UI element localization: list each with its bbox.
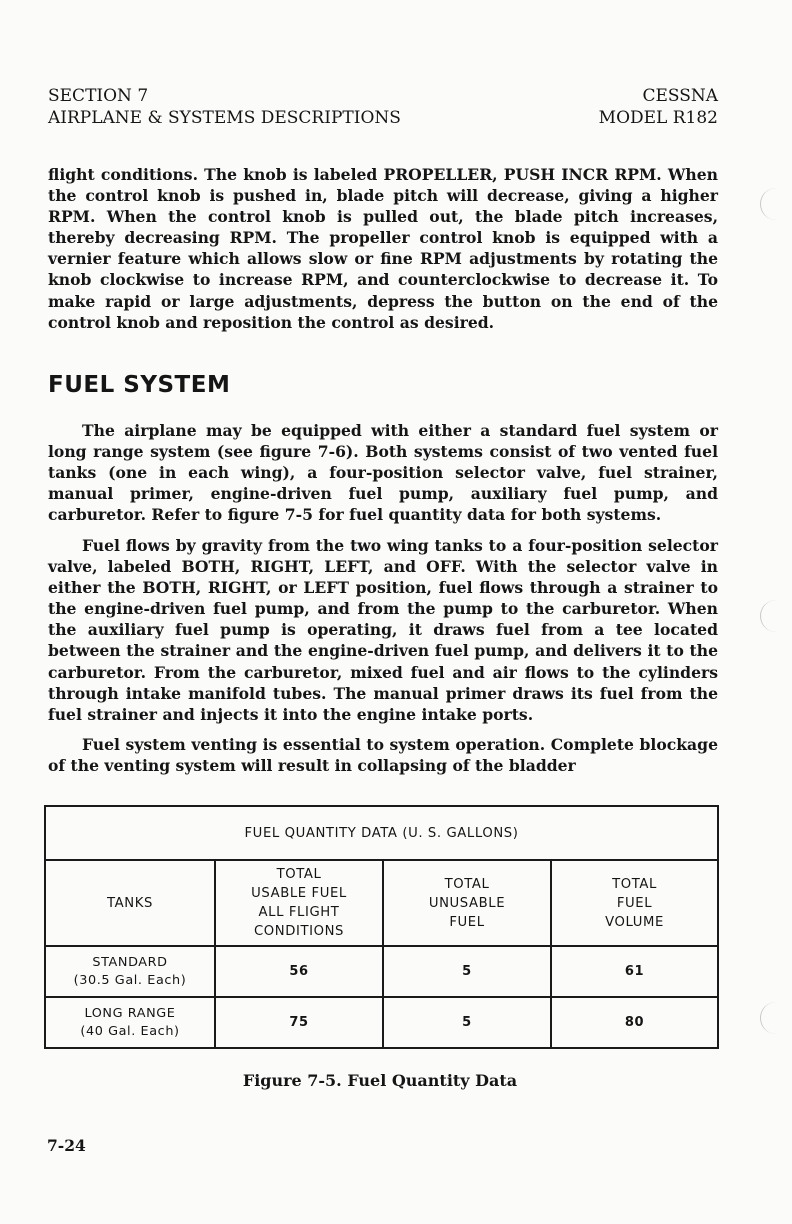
intro-paragraph: flight conditions. The knob is labeled PROPELLER, PUSH INCR RPM. When the control knob is pushed in, blade pitch will decrease, giving a higher RPM. When the control knob is pulled out, the blade pitch increases, thereby decreasing RPM. The propeller control knob is equipped with a vernier feature which allows slow or fine RPM adjustments by rotating the knob clockwise to increase RPM, and counterclockwise to decrease it. To make rapid or large adjustments, depress the button on the end of the control knob and reposition the control as desired. — [48, 165, 718, 332]
fuel-system-paragraph-2: Fuel flows by gravity from the two wing tanks to a four-position selector valve, labeled BOTH, RIGHT, LEFT, and OFF. With the selector valve in either the BOTH, RIGHT, or LEFT position, fuel flows through a strainer to the engine-driven fuel pump, and from the pump to the carburetor. When the auxiliary fuel pump is operating, it draws fuel from a tee located between the strainer and the engine-driven fuel pump, and delivers it to the carburetor. From the carburetor, mixed fuel and air flows to the cylinders through intake manifold tubes. The manual primer draws its fuel from the fuel strainer and injects it into the engine intake ports. — [48, 536, 718, 724]
table-title: FUEL QUANTITY DATA (U. S. GALLONS) — [45, 806, 718, 860]
fuel-system-paragraph-3: Fuel system venting is essential to system operation. Complete blockage of the venting system will result in collapsing of the bladder — [48, 735, 718, 776]
tank-name: LONG RANGE — [84, 1005, 176, 1021]
tank-detail: (40 Gal. Each) — [80, 1023, 180, 1039]
header-usable — [215, 860, 383, 946]
volume-value: 80 — [551, 997, 718, 1048]
header-volume-line: FUEL — [616, 895, 653, 911]
header-usable-line: CONDITIONS — [253, 924, 345, 939]
section-title: AIRPLANE & SYSTEMS DESCRIPTIONS — [48, 108, 401, 128]
fuel-system-heading: FUEL SYSTEM — [48, 372, 231, 398]
fuel-system-paragraph-1: The airplane may be equipped with either a standard fuel system or long range system (see figure 7-6). Both systems consist of two vented fuel tanks (one in each wing), a four-position selector valve, fuel strainer, manual primer, engine-driven fuel pump, auxiliary fuel pump, and carburetor. Refer to figure 7-5 for fuel quantity data for both systems. — [48, 421, 718, 525]
figure-caption: Figure 7-5. Fuel Quantity Data — [242, 1071, 518, 1090]
table-row — [45, 997, 718, 1048]
header-usable-line: TOTAL — [276, 867, 322, 882]
unusable-value: 5 — [383, 946, 551, 997]
binding-mark — [760, 600, 791, 632]
brand-label: CESSNA — [642, 86, 718, 106]
tank-cell — [45, 946, 215, 997]
section-label: SECTION 7 — [48, 86, 149, 106]
volume-value: 61 — [551, 946, 718, 997]
header-section — [48, 85, 401, 129]
usable-value: 75 — [215, 997, 383, 1048]
header-unusable-line: FUEL — [449, 914, 485, 930]
tank-name: STANDARD — [92, 954, 168, 970]
header-usable-line: ALL FLIGHT — [258, 905, 340, 920]
table-row — [45, 946, 718, 997]
header-usable-line: USABLE FUEL — [251, 886, 347, 901]
unusable-value: 5 — [383, 997, 551, 1048]
header-tanks: TANKS — [45, 860, 215, 946]
model-label: MODEL R182 — [598, 108, 718, 128]
binding-mark — [760, 188, 791, 220]
usable-value: 56 — [215, 946, 383, 997]
header-unusable — [383, 860, 551, 946]
header-volume — [551, 860, 718, 946]
header-unusable-line: UNUSABLE — [428, 895, 506, 911]
tank-cell — [45, 997, 215, 1048]
page-number: 7-24 — [47, 1136, 86, 1155]
header-volume-line: VOLUME — [605, 914, 664, 930]
header-volume-line: TOTAL — [612, 876, 657, 892]
fuel-quantity-table — [44, 805, 719, 1049]
header-unusable-line: TOTAL — [444, 876, 490, 892]
binding-mark — [760, 1002, 791, 1034]
header-model — [599, 85, 718, 129]
tank-detail: (30.5 Gal. Each) — [73, 972, 187, 988]
